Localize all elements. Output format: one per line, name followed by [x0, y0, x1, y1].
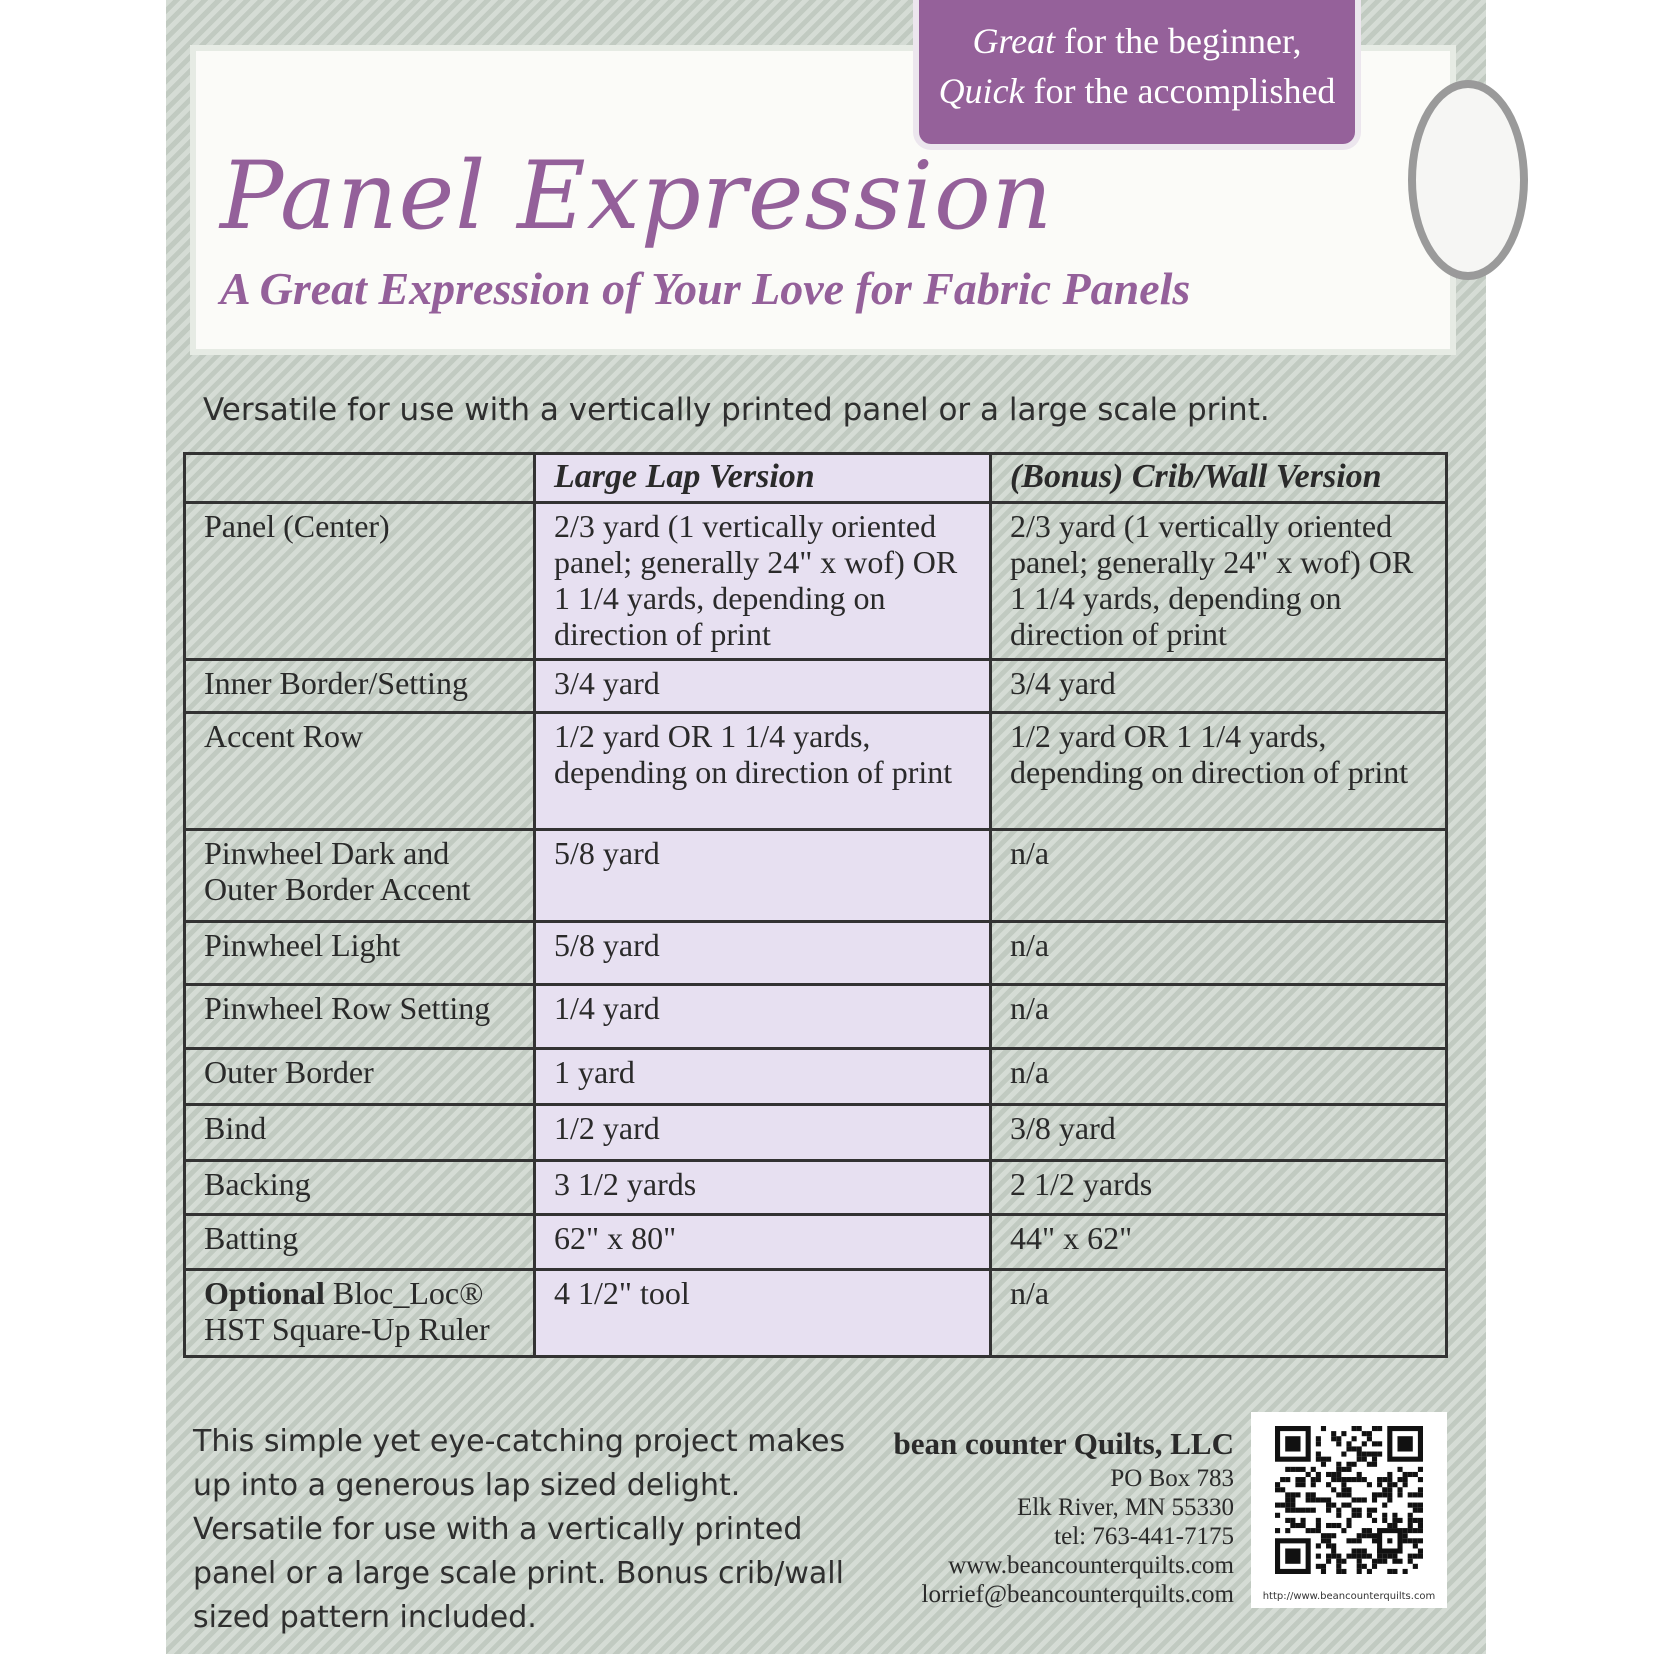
table-row: [185, 1105, 1447, 1161]
decorative-arc: [1408, 80, 1528, 280]
header-crib-wall: (Bonus) Crib/Wall Version: [991, 454, 1447, 503]
header-large-lap: Large Lap Version: [535, 454, 991, 503]
lap-value: 1/4 yard: [535, 985, 991, 1049]
row-label: Pinwheel Row Setting: [185, 985, 535, 1049]
row-label: Bind: [185, 1105, 535, 1161]
materials-table: [183, 452, 1448, 1358]
company-address-1: PO Box 783: [1110, 1465, 1234, 1492]
table-row: [185, 830, 1447, 922]
company-website-link[interactable]: www.beancounterquilts.com: [948, 1552, 1234, 1579]
tagline-line-1: Great for the beginner,: [972, 21, 1302, 61]
table-row: [185, 503, 1447, 660]
lap-value: 3 1/2 yards: [535, 1161, 991, 1215]
crib-value: 2/3 yard (1 vertically oriented panel; generally 24" x wof) OR 1 1/4 yards, depending on direction of print: [991, 503, 1447, 660]
company-email-link[interactable]: lorrief@beancounterquilts.com: [921, 1581, 1234, 1608]
row-label: Pinwheel Light: [185, 922, 535, 985]
tagline-tab: [913, 0, 1361, 150]
lap-value: 1 yard: [535, 1049, 991, 1105]
ruler-label: Bloc_Loc® HST Square-Up Ruler: [204, 1275, 490, 1347]
table-row: [185, 1215, 1447, 1270]
lap-value: 5/8 yard: [535, 830, 991, 922]
table-row: [185, 1161, 1447, 1215]
table-row: [185, 922, 1447, 985]
row-label: Panel (Center): [185, 503, 535, 660]
table-row: [185, 713, 1447, 830]
lap-value: 1/2 yard: [535, 1105, 991, 1161]
header-empty: [185, 454, 535, 503]
crib-value: 44" x 62": [991, 1215, 1447, 1270]
optional-label: Optional: [204, 1275, 325, 1311]
row-label: Pinwheel Dark and Outer Border Accent: [185, 830, 535, 922]
lap-value: 5/8 yard: [535, 922, 991, 985]
lap-value: 62" x 80": [535, 1215, 991, 1270]
company-name: bean counter Quilts, LLC: [893, 1426, 1234, 1461]
crib-value: n/a: [991, 985, 1447, 1049]
company-phone: tel: 763-441-7175: [1054, 1523, 1234, 1550]
row-label: Inner Border/Setting: [185, 660, 535, 713]
page-title: Panel Expression: [220, 142, 1054, 251]
crib-value: 3/4 yard: [991, 660, 1447, 713]
row-label: Batting: [185, 1215, 535, 1270]
lap-value: 2/3 yard (1 vertically oriented panel; generally 24" x wof) OR 1 1/4 yards, depending on direction of print: [535, 503, 991, 660]
qr-code[interactable]: [1251, 1412, 1447, 1608]
table-row: [185, 985, 1447, 1049]
company-info: [820, 1424, 1234, 1609]
row-label: Outer Border: [185, 1049, 535, 1105]
lap-value: 1/2 yard OR 1 1/4 yards, depending on direction of print: [535, 713, 991, 830]
qr-url-text: http://www.beancounterquilts.com: [1262, 1591, 1436, 1602]
crib-value: 3/8 yard: [991, 1105, 1447, 1161]
crib-value: 1/2 yard OR 1 1/4 yards, depending on direction of print: [991, 713, 1447, 830]
crib-value: n/a: [991, 830, 1447, 922]
page-subtitle: A Great Expression of Your Love for Fabric Panels: [220, 263, 1191, 314]
qr-code-icon: [1275, 1426, 1423, 1574]
table-row: [185, 1270, 1447, 1357]
table-row: [185, 660, 1447, 713]
row-label: [185, 1270, 535, 1357]
row-label: Accent Row: [185, 713, 535, 830]
crib-value: n/a: [991, 922, 1447, 985]
description-blurb: This simple yet eye-catching project makes up into a generous lap sized delight. Versatile for use with a vertically printed panel or a large scale print. Bonus crib/wall sized pattern included.: [193, 1424, 846, 1635]
table-row: [185, 1049, 1447, 1105]
lap-value: 3/4 yard: [535, 660, 991, 713]
intro-text: Versatile for use with a vertically printed panel or a large scale print.: [203, 392, 1270, 428]
tagline-line-2: Quick for the accomplished: [938, 71, 1336, 111]
crib-value: 2 1/2 yards: [991, 1161, 1447, 1215]
table-header-row: [185, 454, 1447, 503]
crib-value: n/a: [991, 1270, 1447, 1357]
row-label: Backing: [185, 1161, 535, 1215]
crib-value: n/a: [991, 1049, 1447, 1105]
company-address-2: Elk River, MN 55330: [1016, 1494, 1234, 1521]
lap-value: 4 1/2" tool: [535, 1270, 991, 1357]
